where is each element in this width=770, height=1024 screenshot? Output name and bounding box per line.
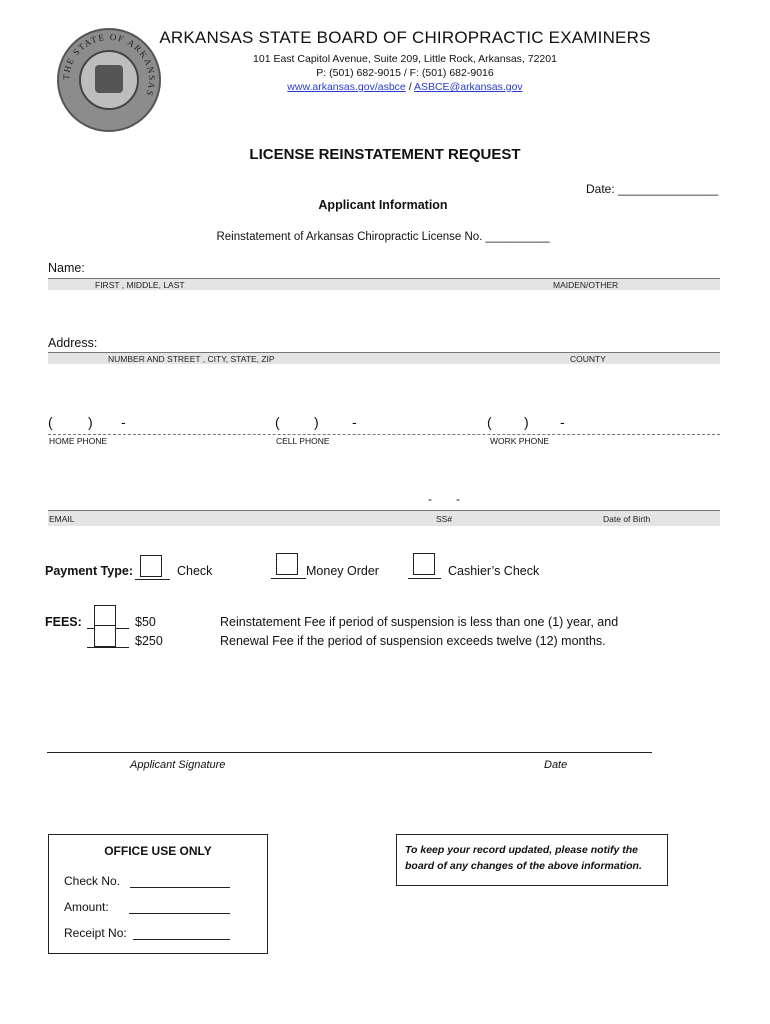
check-option-label: Check <box>177 564 213 578</box>
money-order-option-label: Money Order <box>306 564 379 578</box>
board-phone: P: (501) 682-9015 / F: (501) 682-9016 <box>316 67 494 79</box>
check-no-field[interactable] <box>130 887 230 888</box>
home-phone-dash: - <box>121 414 126 430</box>
fee-50-checkbox[interactable] <box>94 605 116 627</box>
signature-line[interactable] <box>47 752 652 753</box>
address-label: Address: <box>48 336 98 350</box>
cashiers-check-checkbox[interactable] <box>413 553 435 575</box>
office-use-box <box>48 834 268 954</box>
board-links <box>0 81 770 93</box>
cell-phone-dash: - <box>352 414 357 430</box>
website-link[interactable]: www.arkansas.gov/asbce <box>287 81 406 93</box>
dob-label: Date of Birth <box>603 514 651 524</box>
cell-phone-open-paren: ( <box>275 414 280 430</box>
email-ssn-dob-field[interactable] <box>48 510 720 526</box>
fee-description-1: Reinstatement Fee if period of suspension is less than one (1) year, and <box>220 615 619 629</box>
home-phone-label: HOME PHONE <box>49 436 108 446</box>
cell-phone-close-paren: ) <box>314 414 319 430</box>
home-phone-close-paren: ) <box>88 414 93 430</box>
section-title: Applicant Information <box>318 198 448 212</box>
work-phone-close-paren: ) <box>524 414 529 430</box>
work-phone-open-paren: ( <box>487 414 492 430</box>
update-notice-box <box>396 834 668 886</box>
fee-250-amount: $250 <box>135 634 163 648</box>
seal-text: THE STATE OF ARKANSAS <box>60 31 158 99</box>
board-address: 101 East Capitol Avenue, Suite 209, Little Rock, Arkansas, 72201 <box>253 53 557 65</box>
check-no-label: Check No. <box>64 874 121 888</box>
date-field[interactable]: Date: _______________ <box>586 182 719 196</box>
fee-250-checkbox[interactable] <box>94 625 116 647</box>
fee-description-2: Renewal Fee if the period of suspension exceeds twelve (12) months. <box>220 634 606 648</box>
home-phone-open-paren: ( <box>48 414 53 430</box>
notice-line-1: To keep your record updated, please notify the <box>405 844 638 856</box>
ssn-dash-1: - <box>428 492 432 506</box>
office-use-title: OFFICE USE ONLY <box>104 844 212 858</box>
name-label: Name: <box>48 261 85 275</box>
work-phone-dash: - <box>560 414 565 430</box>
name-field[interactable] <box>48 278 720 290</box>
fees-label: FEES: <box>45 615 82 629</box>
amount-label: Amount: <box>64 900 109 914</box>
link-separator: / <box>408 81 412 93</box>
address-county-label: COUNTY <box>570 354 606 364</box>
cell-phone-label: CELL PHONE <box>276 436 330 446</box>
cashiers-check-option-label: Cashier’s Check <box>448 564 540 578</box>
payment-type-label: Payment Type: <box>45 564 133 578</box>
phone-fields[interactable] <box>48 434 720 445</box>
amount-field[interactable] <box>129 913 230 914</box>
form-title: LICENSE REINSTATEMENT REQUEST <box>249 146 521 163</box>
license-number-field[interactable]: Reinstatement of Arkansas Chiropractic License No. __________ <box>216 231 550 243</box>
work-phone-label: WORK PHONE <box>490 436 550 446</box>
name-maiden-label: MAIDEN/OTHER <box>553 280 619 290</box>
receipt-no-label: Receipt No: <box>64 926 127 940</box>
name-first-middle-last-label: FIRST , MIDDLE, LAST <box>95 280 185 290</box>
address-street-label: NUMBER AND STREET , CITY, STATE, ZIP <box>108 354 275 364</box>
email-label: EMAIL <box>49 514 75 524</box>
board-title: ARKANSAS STATE BOARD OF CHIROPRACTIC EXAMINERS <box>159 28 651 47</box>
ssn-dash-2: - <box>456 492 460 506</box>
ssn-label: SS# <box>436 514 453 524</box>
email-link[interactable]: ASBCE@arkansas.gov <box>413 81 523 93</box>
money-order-checkbox[interactable] <box>276 553 298 575</box>
fee-50-amount: $50 <box>135 615 156 629</box>
applicant-signature-label: Applicant Signature <box>130 759 226 771</box>
notice-line-2: board of any changes of the above information. <box>405 860 642 872</box>
signature-date-label: Date <box>544 759 568 771</box>
check-checkbox[interactable] <box>140 555 162 577</box>
receipt-no-field[interactable] <box>133 939 230 940</box>
address-field[interactable] <box>48 352 720 364</box>
